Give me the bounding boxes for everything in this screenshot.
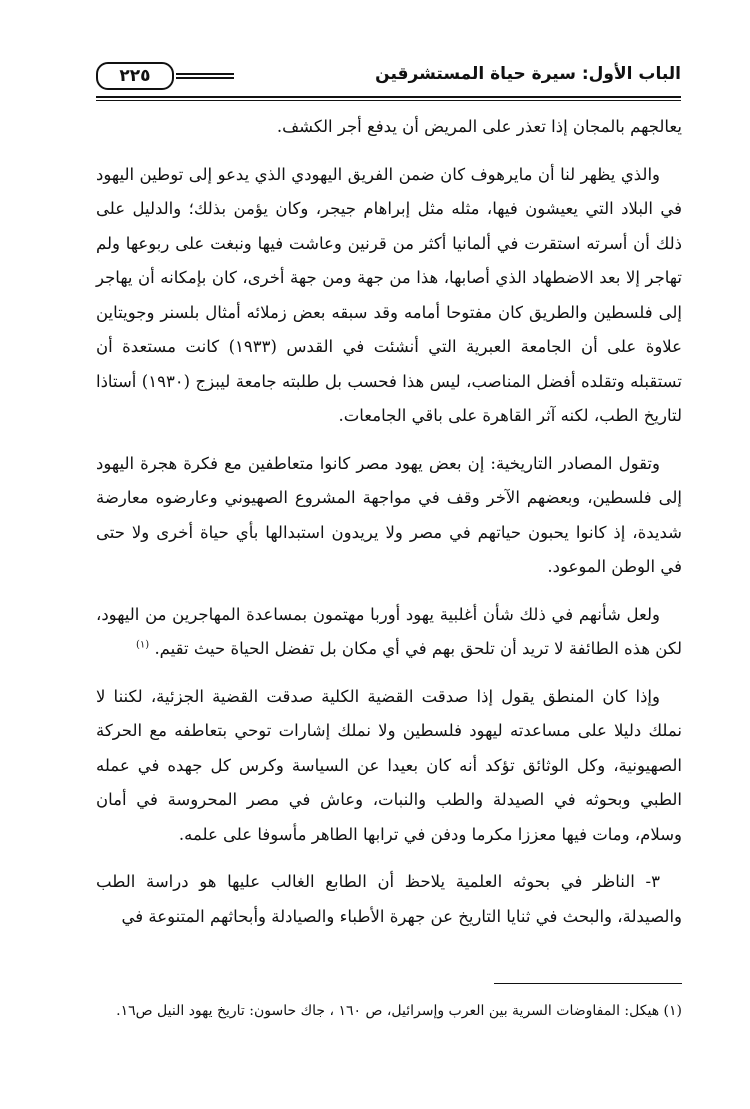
- footnote-marker: (١): [136, 639, 150, 651]
- page-number: ٢٢٥: [96, 62, 174, 90]
- paragraph-1: يعالجهم بالمجان إذا تعذر على المريض أن يدفع أجر الكشف.: [276, 117, 682, 136]
- paragraph-6: ٣- الناظر في بحوثه العلمية يلاحظ أن الطابع الغالب عليها هو دراسة الطب والصيدلة، والبحث في ثنايا التاريخ عن جهرة الأطباء والصيادلة وأبحاثهم المتنوعة في: [96, 872, 682, 926]
- paragraph-4: [96, 598, 682, 667]
- paragraph-5: وإذا كان المنطق يقول إذا صدقت القضية الكلية صدقت القضية الجزئية، لكننا لا نملك دليلا على مساعدته ليهود فلسطين ولا نملك إشارات توحي بتعاطفه مع الحركة الصهيونية، وكل الوثائق تؤكد أنه كان بعيدا عن السياسة وكرس كل جهده في عمله الطبي وبحوثه في الصيدلة والطب والنبات، وعاش في مصر المحروسة في أمان وسلام، ومات فيها معززا مكرما ودفن في ترابها الطاهر مأسوفا على علمه.: [96, 686, 682, 844]
- paragraph-2: والذي يظهر لنا أن مايرهوف كان ضمن الفريق اليهودي الذي يدعو إلى توطين اليهود في البلاد التي يعيشون فيها، مثله مثل إبراهام جيجر، وكان يؤمن بذلك؛ والدليل على ذلك أن أسرته استقرت في ألمانيا أكثر من قرنين وعاشت فيها ونبغت على ربوعها ولم تهاجر إلا بعد الاضطهاد الذي أصابها، هذا من جهة ومن جهة أخرى، كان بإمكانه أن يهاجر إلى فلسطين والطريق كان مفتوحا أمامه وقد سبقه بعض زملائه أمثال بلسنر وجويتاين علاوة على أن الجامعة العبرية التي أنشئت في القدس (١٩٣٣) كانت مستعدة أن تستقبله وتقلده أفضل المناصب، ليس هذا فحسب بل طلبته جامعة ليبزج (١٩٣٠) أستاذا لتاريخ الطب، لكنه آثر القاهرة على باقي الجامعات.: [96, 164, 682, 425]
- footnote-rule: [494, 983, 682, 984]
- header-ornament-rule: [176, 73, 234, 79]
- body-text: [96, 110, 682, 947]
- footnote-1: (١) هيكل: المفاوضات السرية بين العرب وإسرائيل، ص ١٦٠ ، جاك حاسون: تاريخ يهود النيل ص١٦.: [116, 1003, 682, 1019]
- footnotes: [96, 996, 682, 1026]
- header-rule: [96, 96, 681, 101]
- paragraph-3: وتقول المصادر التاريخية: إن بعض يهود مصر كانوا متعاطفين مع فكرة هجرة اليهود إلى فلسطين، وبعضهم الآخر وقف في مواجهة المشروع الصهيوني وعارضوه معارضة شديدة، إذ كانوا يحبون حياتهم في مصر ولا يريدون استبدالها بأي حياة أخرى ولا حتى في الوطن الموعود.: [96, 453, 682, 576]
- running-title: الباب الأول: سيرة حياة المستشرقين: [375, 64, 681, 84]
- page-header: [96, 62, 681, 92]
- paragraph-4-text: ولعل شأنهم في ذلك شأن أغلبية يهود أوربا مهتمون بمساعدة المهاجرين من اليهود، لكن هذه الطائفة لا تريد أن تلحق بهم في أي مكان بل تفضل الحياة حيث تقيم.: [96, 604, 682, 658]
